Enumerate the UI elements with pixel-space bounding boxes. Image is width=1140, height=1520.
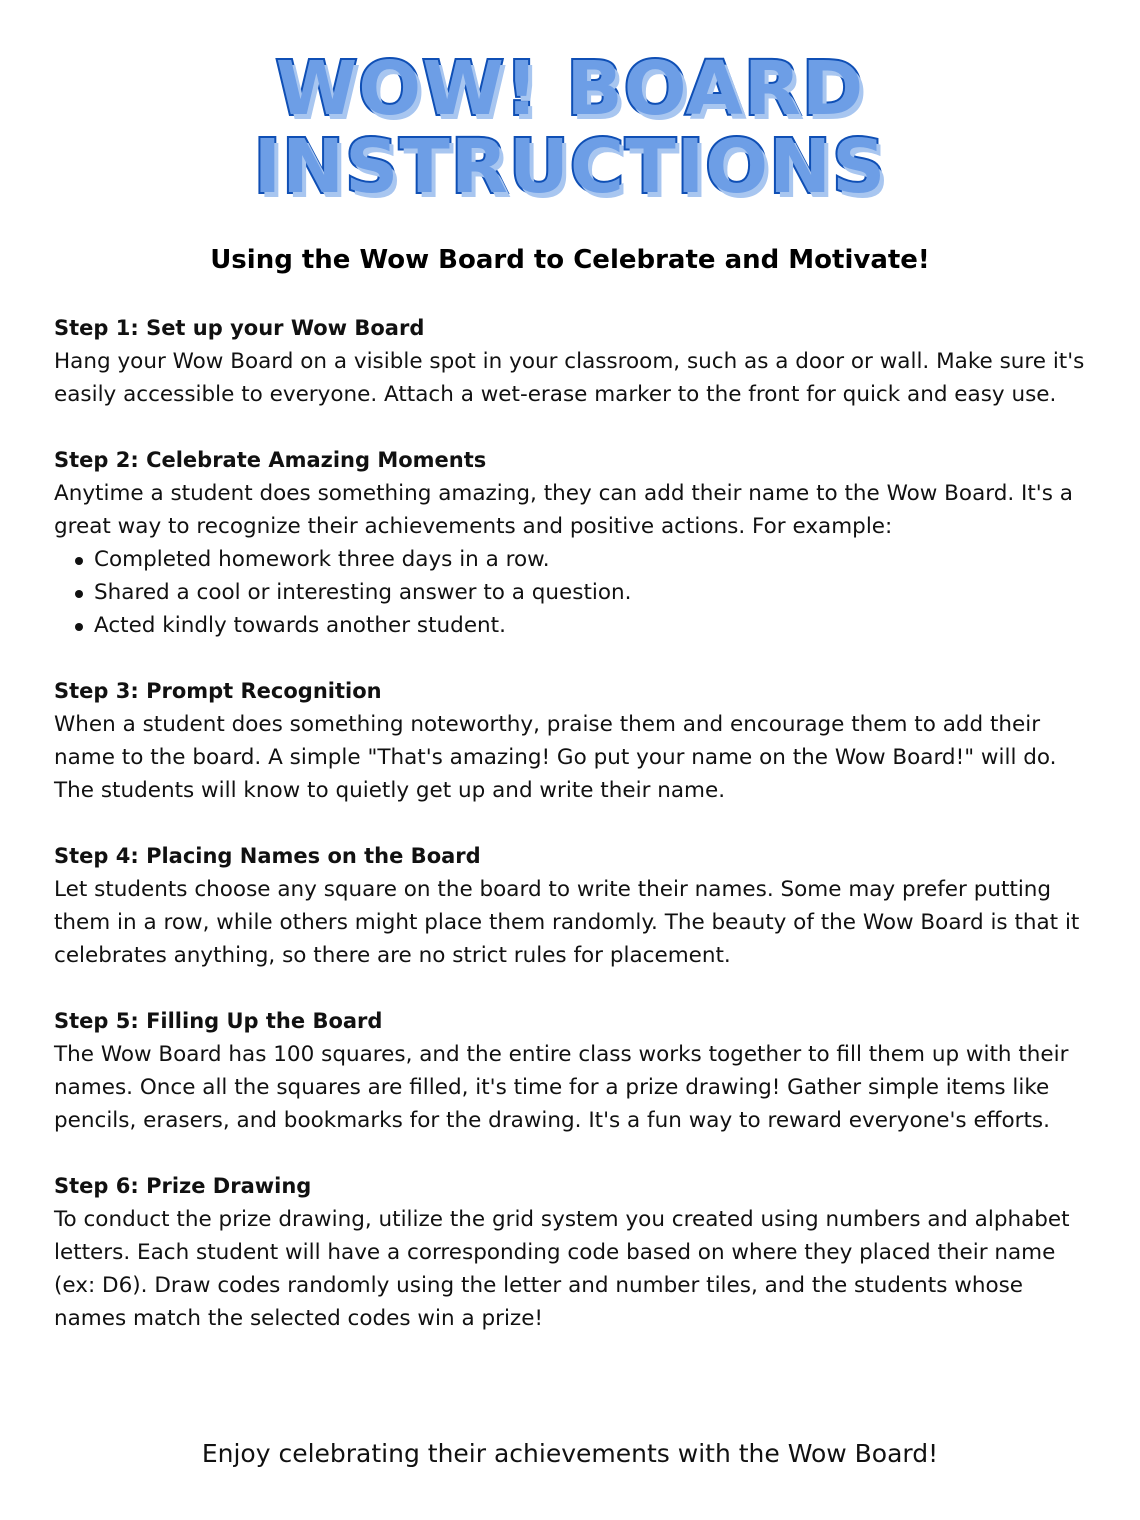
list-item: Completed homework three days in a row. [94, 543, 1094, 576]
examples-list [54, 543, 1094, 642]
step-4 [54, 840, 1094, 972]
step-body: When a student does something noteworthy, praise them and encourage them to add their name to the board. A simple "That's amazing! Go put your name on the Wow Board!" will do. The students will know to quietly get up and write their name. [54, 712, 1057, 803]
step-body: Hang your Wow Board on a visible spot in your classroom, such as a door or wall. Make sure it's easily accessible to everyone. Attach a wet-erase marker to the front for quick and easy use. [54, 349, 1085, 407]
step-heading: Step 1: Set up your Wow Board [54, 316, 425, 340]
step-1 [54, 312, 1094, 411]
page-title [0, 46, 1140, 210]
closing-line: Enjoy celebrating their achievements with the Wow Board! [201, 1439, 939, 1468]
step-body: Anytime a student does something amazing, they can add their name to the Wow Board. It's a great way to recognize their achievements and positive actions. For example: [54, 481, 1073, 539]
title-line-2: INSTRUCTIONS [253, 124, 887, 210]
step-5 [54, 1005, 1094, 1137]
title-line-1: WOW! BOARD [275, 46, 865, 132]
subtitle: Using the Wow Board to Celebrate and Motivate! [210, 245, 930, 275]
step-heading: Step 2: Celebrate Amazing Moments [54, 448, 487, 472]
step-body: The Wow Board has 100 squares, and the entire class works together to fill them up with their names. Once all the squares are filled, it's time for a prize drawing! Gather simple items like pencils, erasers, and bookmarks for the drawing. It's a fun way to reward everyone's efforts. [54, 1042, 1069, 1133]
step-heading: Step 3: Prompt Recognition [54, 679, 382, 703]
step-heading: Step 6: Prize Drawing [54, 1174, 312, 1198]
steps-list [54, 312, 1094, 1368]
list-item: Acted kindly towards another student. [94, 609, 1094, 642]
step-body: Let students choose any square on the board to write their names. Some may prefer putting them in a row, while others might place them randomly. The beauty of the Wow Board is that it celebrates anything, so there are no strict rules for placement. [54, 877, 1080, 968]
step-heading: Step 4: Placing Names on the Board [54, 844, 481, 868]
step-body: To conduct the prize drawing, utilize the grid system you created using numbers and alphabet letters. Each student will have a corresponding code based on where they placed their name (ex: D6). Draw codes randomly using the letter and number tiles, and the students whose names match the selected codes win a prize! [54, 1207, 1070, 1331]
step-heading: Step 5: Filling Up the Board [54, 1009, 383, 1033]
list-item: Shared a cool or interesting answer to a question. [94, 576, 1094, 609]
step-3 [54, 675, 1094, 807]
step-2 [54, 444, 1094, 642]
step-6 [54, 1170, 1094, 1335]
